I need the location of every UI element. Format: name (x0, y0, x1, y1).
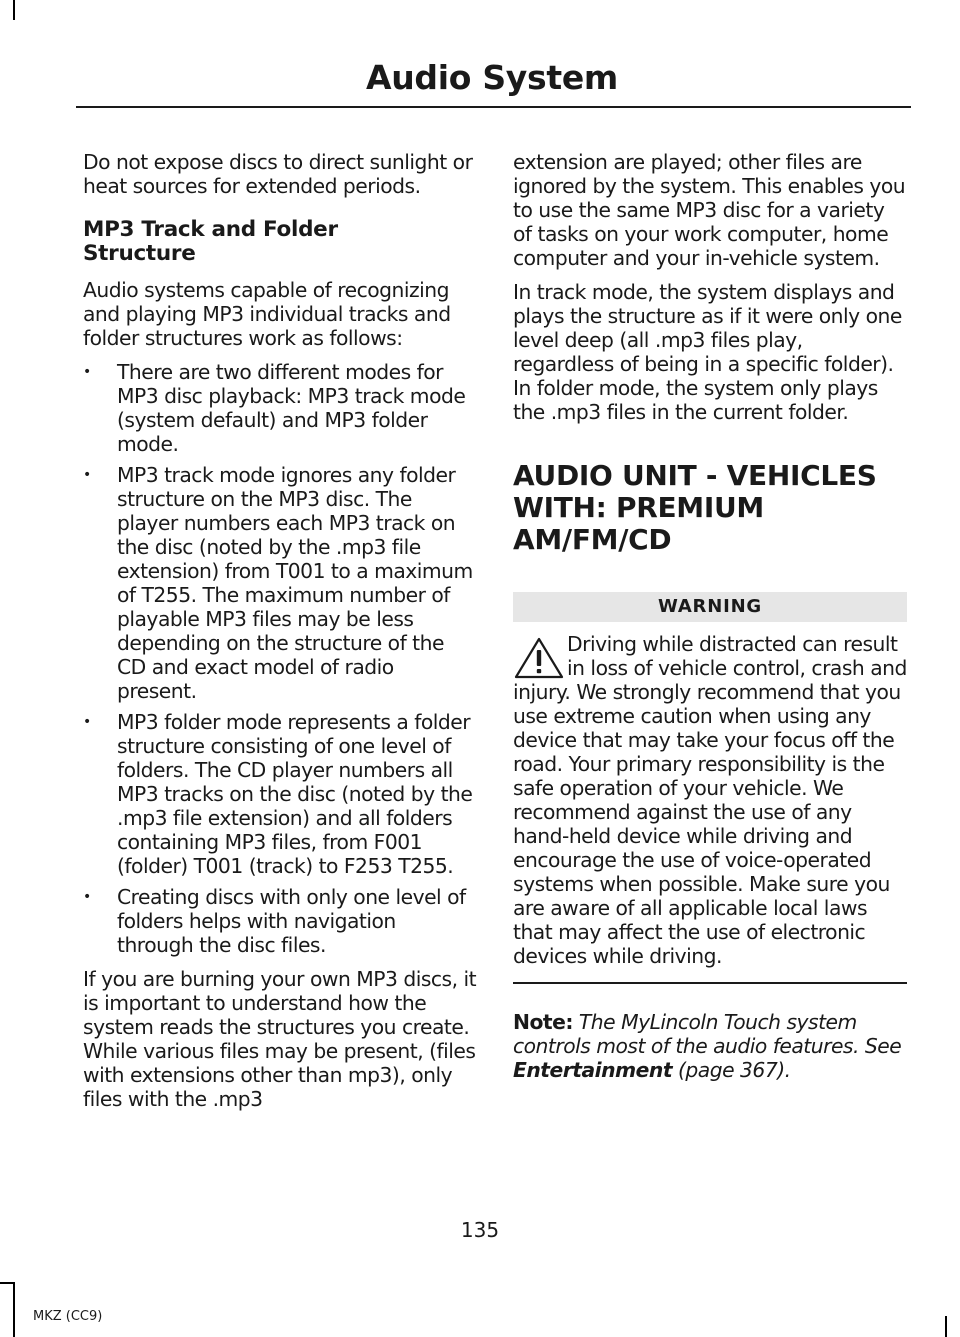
list-item: • MP3 folder mode represents a folder structure consisting of one level of folders. The CD player numbers all MP3 tracks on the disc (noted by the .mp3 file extension) and all folders containing MP3 files, from F001 (folder) T001 (track) to F253 T255. (83, 710, 477, 878)
heading-line-1: MP3 Track and Folder (83, 217, 338, 242)
warning-label-bar: WARNING (513, 592, 907, 622)
warning-triangle-icon (513, 636, 565, 680)
list-item: • There are two different modes for MP3 disc playback: MP3 track mode (system default) and MP3 folder mode. (83, 360, 477, 456)
list-item: • MP3 track mode ignores any folder structure on the MP3 disc. The player numbers each MP3 track on the disc (noted by the .mp3 file extension) from T001 to a maximum of T255. The maximum number of playable MP3 files may be less depending on the structure of the CD and exact model of radio present. (83, 463, 477, 703)
intro-paragraph: Do not expose discs to direct sunlight or heat sources for extended periods. (83, 150, 473, 198)
mp3-intro-paragraph: Audio systems capable of recognizing and playing MP3 individual tracks and folder structures work as follows: (83, 278, 451, 350)
note-text-part-1: The MyLincoln Touch system controls most of the audio features. See (513, 1009, 902, 1058)
crop-mark-bottom-left-horizontal (0, 1282, 14, 1284)
crop-mark-bottom-right (945, 1316, 947, 1337)
audio-unit-section-heading (513, 460, 907, 556)
note-label: Note: (513, 1009, 573, 1034)
section-heading-line-3: AM/FM/CD (513, 523, 672, 556)
crop-mark-bottom-left-vertical (13, 1282, 15, 1337)
footer-model-code: MKZ (CC9) (33, 1309, 103, 1324)
page-title: Audio System (366, 58, 618, 97)
note-paragraph (513, 1010, 907, 1082)
track-mode-paragraph: In track mode, the system displays and plays the structure as if it were only one level deep (all .mp3 files play, regardless of being in a specific folder). In folder mode, the system only plays the .mp3 files in the current folder. (513, 280, 902, 424)
section-heading-line-1: AUDIO UNIT - VEHICLES (513, 459, 877, 492)
header-divider (76, 106, 911, 108)
burning-paragraph: If you are burning your own MP3 discs, it is important to understand how the system reads the structures you create. While various files may be present, (files with extensions other than mp3), only files with the .mp3 (83, 967, 477, 1111)
crop-mark-top-left (13, 0, 15, 20)
warning-box (513, 632, 907, 968)
warning-divider (513, 982, 907, 984)
warning-text: Driving while distracted can result in loss of vehicle control, crash and injury. We strongly recommend that you use extreme caution when using any device that may take your focus off the road. Your primary responsibility is the safe operation of your vehicle. We recommend against the use of any hand-held device while driving and encourage the use of voice-operated systems when possible. Make sure you are aware of all applicable local laws that may affect the use of electronic devices while driving. (513, 632, 907, 968)
entertainment-link[interactable]: Entertainment (513, 1057, 673, 1082)
mp3-structure-heading (83, 218, 477, 266)
mp3-bullet-list (83, 360, 477, 957)
heading-line-2: Structure (83, 241, 196, 266)
left-column (83, 150, 477, 1121)
right-column (513, 150, 907, 1092)
list-item: • Creating discs with only one level of folders helps with navigation through the disc files. (83, 885, 477, 957)
page-number: 135 (460, 1218, 500, 1242)
section-heading-line-2: WITH: PREMIUM (513, 491, 764, 524)
extension-paragraph: extension are played; other files are ignored by the system. This enables you to use the same MP3 disc for a variety of tasks on your work computer, home computer and your in-vehicle system. (513, 150, 906, 270)
note-text-part-2: (page 367). (672, 1057, 791, 1082)
